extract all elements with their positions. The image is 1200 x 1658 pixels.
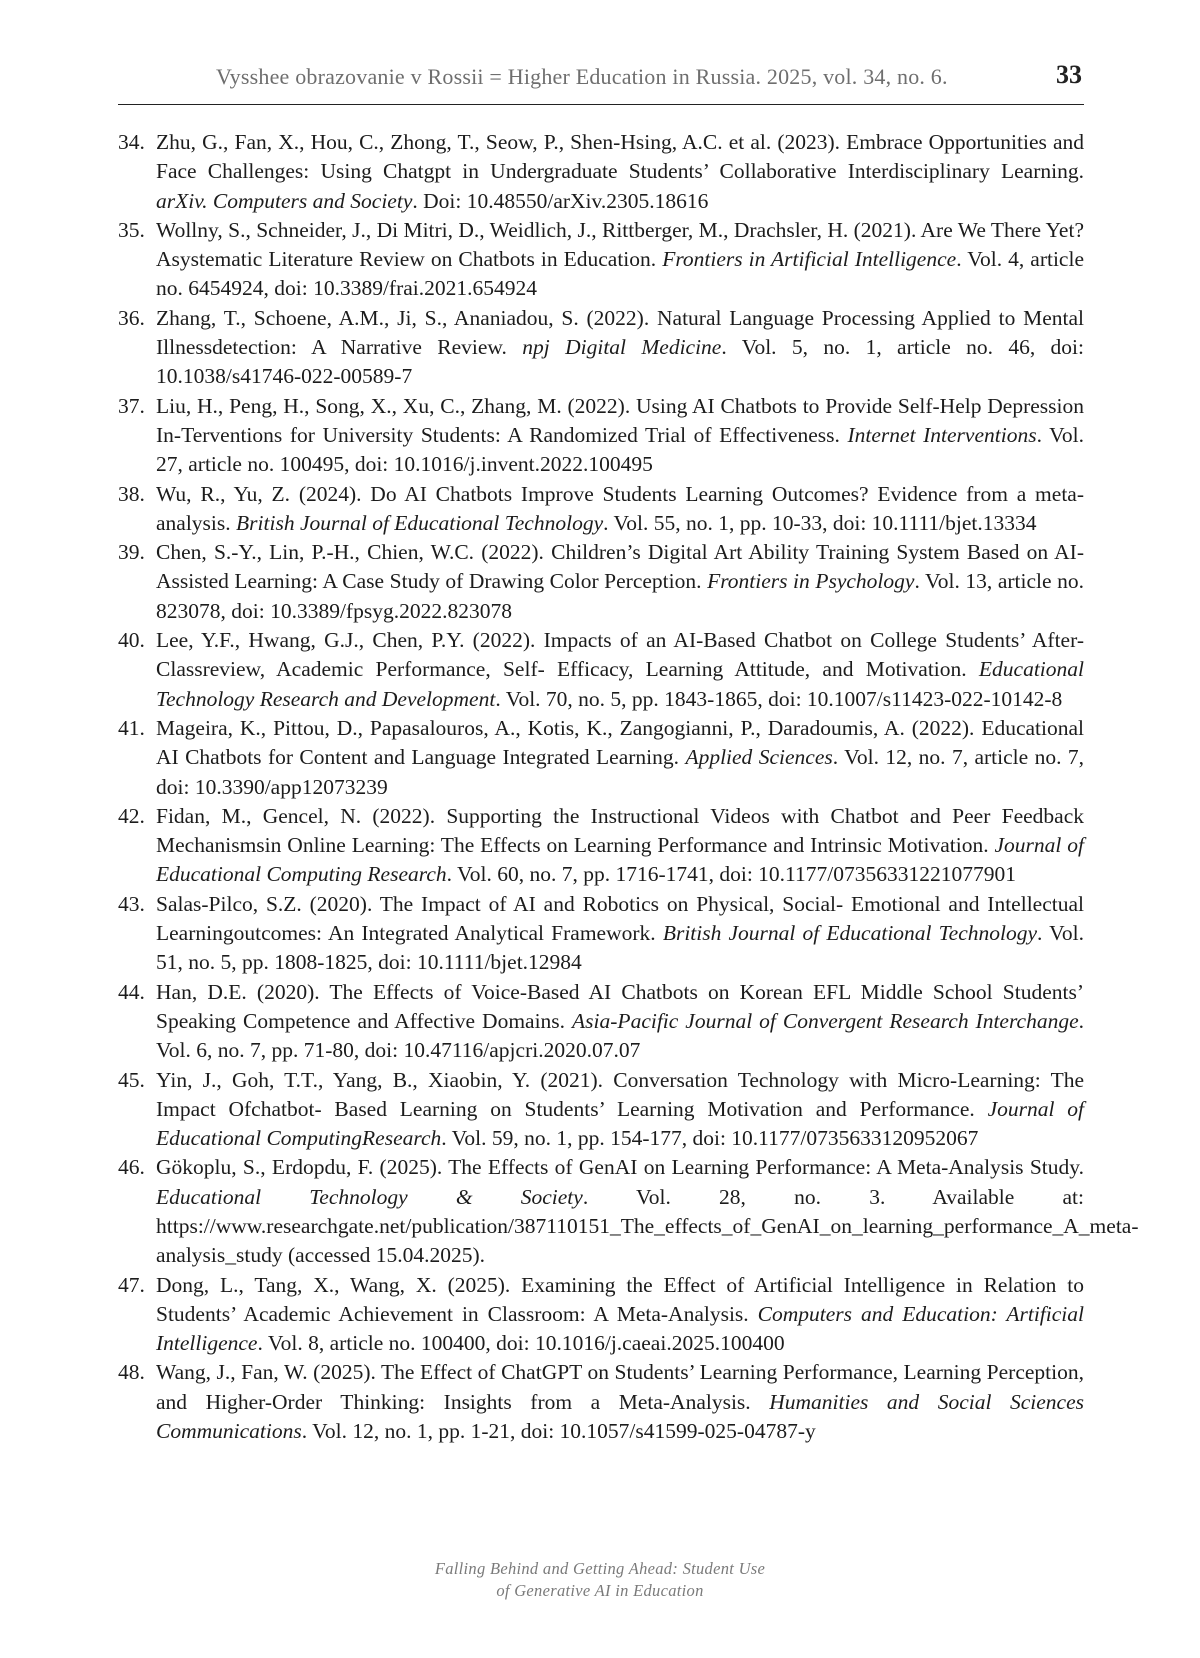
- reference-details: . Vol. 12, no. 7, article no. 7, doi: 10.3390/app12073239: [156, 745, 1084, 799]
- reference-item: [118, 978, 1084, 1066]
- reference-journal: British Journal of Educational Technology: [236, 510, 604, 535]
- reference-item: [118, 538, 1084, 626]
- reference-item: [118, 304, 1084, 392]
- reference-details: . Vol. 60, no. 7, pp. 1716-1741, doi: 10.1177/07356331221077901: [446, 862, 1016, 887]
- reference-item: [118, 480, 1084, 539]
- reference-text: Han, D.E. (2020). The Effects of Voice-Based AI Chatbots on Korean EFL Middle School Students’ Speaking Competence and Affective Domains.: [156, 979, 1084, 1033]
- reference-item: [118, 392, 1084, 480]
- reference-number: 35.: [118, 217, 145, 242]
- reference-journal: npj Digital Medicine: [522, 335, 722, 360]
- reference-text: Chen, S.-Y., Lin, P.-H., Chien, W.C. (2022). Children’s Digital Art Ability Training System Based on AI-Assisted Learning: A Case Study of Drawing Color Perception.: [156, 540, 1084, 594]
- reference-text: Yin, J., Goh, T.T., Yang, B., Xiaobin, Y. (2021). Conversation Technology with Micro-Learning: The Impact Ofchatbot- Based Learning on Students’ Learning Motivation and Performance.: [156, 1067, 1084, 1121]
- reference-number: 46.: [118, 1155, 145, 1180]
- reference-journal: Computers and Education: Artificial Intelligence: [156, 1301, 1084, 1356]
- reference-number: 48.: [118, 1360, 145, 1385]
- reference-text: Salas-Pilco, S.Z. (2020). The Impact of AI and Robotics on Physical, Social- Emotional and Intellectual Learningoutcomes: An Integrated Analytical Framework.: [156, 891, 1084, 946]
- reference-details: . Vol. 5, no. 1, article no. 46, doi: 10.1038/s41746-022-00589-7: [156, 335, 1084, 389]
- reference-journal: Frontiers in Psychology: [707, 569, 915, 594]
- reference-number: 43.: [118, 891, 145, 916]
- reference-item: [118, 1358, 1084, 1446]
- reference-text: Liu, H., Peng, H., Song, X., Xu, C., Zhang, M. (2022). Using AI Chatbots to Provide Self-Help Depression In-Terventions for University Students: A Randomized Trial of Effectiveness.: [156, 393, 1084, 447]
- reference-details: . Vol. 8, article no. 100400, doi: 10.1016/j.caeai.2025.100400: [257, 1331, 785, 1356]
- reference-item: [118, 714, 1084, 802]
- reference-item: [118, 216, 1084, 304]
- reference-number: 41.: [118, 715, 145, 740]
- reference-item: [118, 626, 1084, 714]
- reference-text: Mageira, K., Pittou, D., Papasalouros, A., Kotis, K., Zangogianni, P., Daradoumis, A. (2022). Educational AI Chatbots for Content and Language Integrated Learning.: [156, 715, 1084, 770]
- reference-number: 34.: [118, 130, 145, 154]
- reference-number: 45.: [118, 1067, 145, 1092]
- reference-number: 39.: [118, 540, 145, 565]
- reference-details: . Vol. 70, no. 5, pp. 1843-1865, doi: 10.1007/s11423-022-10142-8: [495, 686, 1063, 711]
- reference-text: Zhang, T., Schoene, A.M., Ji, S., Ananiadou, S. (2022). Natural Language Processing Applied to Mental Illnessdetection: A Narrative Review.: [156, 305, 1084, 360]
- reference-details: . Vol. 51, no. 5, pp. 1808-1825, doi: 10.1111/bjet.12984: [156, 921, 1085, 975]
- reference-item: [118, 802, 1084, 890]
- reference-text: Zhu, G., Fan, X., Hou, C., Zhong, T., Seow, P., Shen-Hsing, A.C. et al. (2023). Embrace Opportunities and Face Challenges: Using Chatgpt in Undergraduate Students’ Collaborative Interdisciplinary Learning.: [156, 130, 1084, 184]
- reference-journal: Educational Technology Research and Development: [156, 657, 1084, 711]
- reference-details: . Vol. 55, no. 1, pp. 10-33, doi: 10.1111/bjet.13334: [603, 510, 1037, 535]
- page-header: [118, 58, 1084, 105]
- reference-details: . Doi: 10.48550/arXiv.2305.18616: [412, 188, 709, 213]
- reference-list: [118, 128, 1139, 1446]
- footer-line-1: Falling Behind and Getting Ahead: Student Use: [434, 1559, 766, 1578]
- reference-journal: Asia-Pacific Journal of Convergent Research Interchange: [572, 1008, 1079, 1033]
- reference-journal: Frontiers in Artificial Intelligence: [662, 247, 957, 272]
- reference-number: 38.: [118, 481, 145, 506]
- reference-item: [118, 1153, 1139, 1270]
- reference-journal: Internet Interventions: [847, 422, 1037, 447]
- reference-text: Gökoplu, S., Erdopdu, F. (2025). The Effects of GenAI on Learning Performance: A Meta-Analysis Study.: [156, 1155, 1084, 1180]
- reference-text: Dong, L., Tang, X., Wang, X. (2025). Examining the Effect of Artificial Intelligence in Relation to Students’ Academic Achievement in Classroom: A Meta-Analysis.: [156, 1272, 1084, 1326]
- reference-details: . Vol. 27, article no. 100495, doi: 10.1016/j.invent.2022.100495: [156, 422, 1084, 477]
- reference-text: Wu, R., Yu, Z. (2024). Do AI Chatbots Improve Students Learning Outcomes? Evidence from a meta-analysis.: [156, 481, 1084, 535]
- reference-number: 44.: [118, 979, 145, 1004]
- reference-item: [118, 1066, 1084, 1154]
- reference-journal: Journal of Educational Computing Research: [156, 833, 1084, 887]
- reference-item: [118, 128, 1084, 216]
- reference-number: 40.: [118, 628, 145, 653]
- reference-item: [118, 1271, 1084, 1359]
- reference-journal: arXiv. Computers and Society: [156, 188, 413, 213]
- reference-journal: Applied Sciences: [685, 745, 833, 770]
- reference-journal: Educational Technology & Society: [156, 1184, 583, 1209]
- footer-line-2: of Generative AI in Education: [496, 1581, 704, 1600]
- reference-item: [118, 890, 1084, 978]
- reference-text: Wollny, S., Schneider, J., Di Mitri, D., Weidlich, J., Rittberger, M., Drachsler, H. (2021). Are We There Yet? Asystematic Literature Review on Chatbots in Education.: [156, 217, 1084, 272]
- reference-journal: British Journal of Educational Technology: [662, 921, 1038, 946]
- reference-details: . Vol. 59, no. 1, pp. 154-177, doi: 10.1177/0735633120952067: [441, 1126, 979, 1151]
- reference-journal: Journal of Educational ComputingResearch: [156, 1096, 1084, 1151]
- reference-details: . Vol. 12, no. 1, pp. 1-21, doi: 10.1057/s41599-025-04787-y: [301, 1419, 816, 1444]
- reference-number: 42.: [118, 803, 145, 828]
- reference-text: Wang, J., Fan, W. (2025). The Effect of ChatGPT on Students’ Learning Performance, Learning Perception, and Higher-Order Thinking: Insights from a Meta-Analysis.: [156, 1360, 1084, 1414]
- reference-journal: Humanities and Social Sciences Communications: [156, 1389, 1084, 1444]
- page-footer: [0, 1558, 1200, 1602]
- reference-text: Fidan, M., Gencel, N. (2022). Supporting the Instructional Videos with Chatbot and Peer Feedback Mechanismsin Online Learning: The Effects on Learning Performance and Intrinsic Motivation.: [156, 803, 1084, 858]
- reference-details: . Vol. 13, article no. 823078, doi: 10.3389/fpsyg.2022.823078: [156, 569, 1084, 623]
- page-number: 33: [1056, 60, 1082, 89]
- reference-number: 36.: [118, 305, 145, 330]
- reference-number: 37.: [118, 393, 145, 418]
- reference-text: Lee, Y.F., Hwang, G.J., Chen, P.Y. (2022). Impacts of an AI-Based Chatbot on College Students’ After- Classreview, Academic Performance, Self- Efficacy, Learning Attitude, and Motivation.: [156, 628, 1084, 682]
- reference-details: . Vol. 6, no. 7, pp. 71-80, doi: 10.47116/apjcri.2020.07.07: [156, 1008, 1085, 1063]
- reference-number: 47.: [118, 1272, 145, 1297]
- reference-details: . Vol. 28, no. 3. Available at: https://www.researchgate.net/publication/387110151_The_effects_of_GenAI_on_learning_performance_A_meta-analysis_study (accessed 15.04.2025).: [156, 1184, 1139, 1268]
- running-title: Vysshee obrazovanie v Rossii = Higher Education in Russia. 2025, vol. 34, no. 6.: [216, 64, 948, 89]
- reference-details: . Vol. 4, article no. 6454924, doi: 10.3389/frai.2021.654924: [156, 247, 1084, 301]
